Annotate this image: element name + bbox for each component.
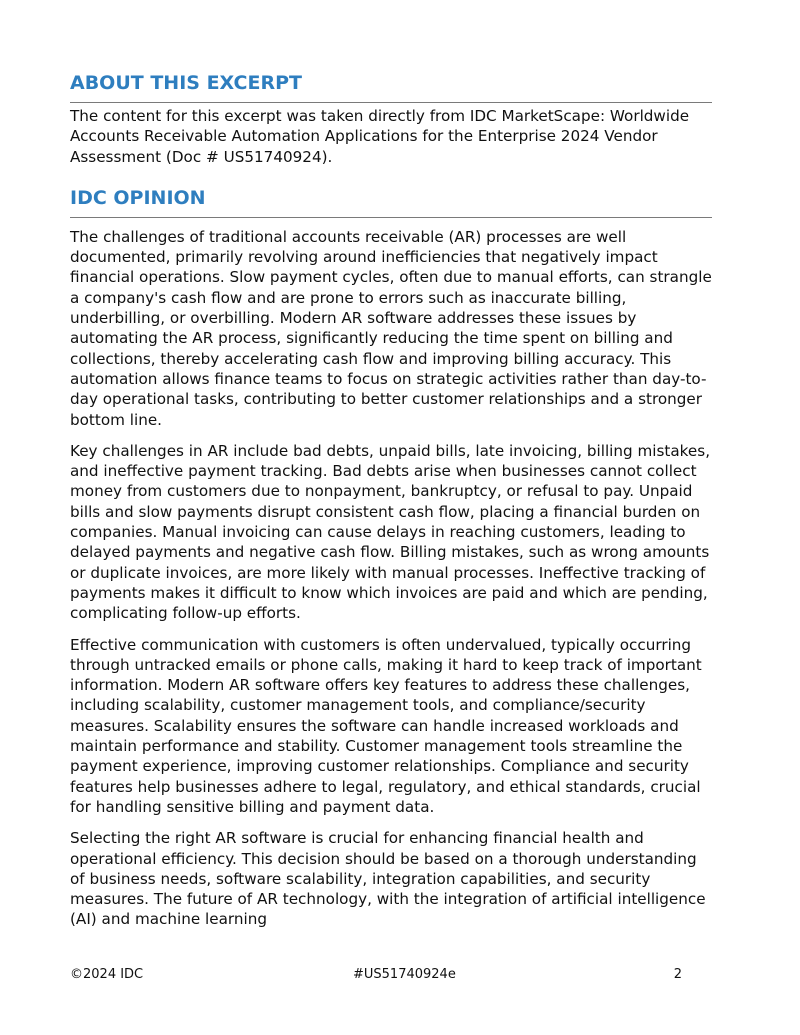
section-idc-opinion	[70, 185, 712, 930]
footer-page-number: 2	[673, 967, 682, 982]
section-about-excerpt	[70, 70, 712, 167]
footer-doc-number: #US51740924e	[353, 967, 456, 982]
paragraph: Key challenges in AR include bad debts, unpaid bills, late invoicing, billing mistakes, and ineffective payment tracking. Bad debts arise when businesses cannot collect money from customers due to nonpayment, bankruptcy, or refusal to pay. Unpaid bills and slow payments disrupt consistent cash flow, placing a financial burden on companies. Manual invoicing can cause delays in reaching customers, leading to delayed payments and negative cash flow. Billing mistakes, such as wrong amounts or duplicate invoices, are more likely with manual processes. Ineffective tracking of payments makes it difficult to know which invoices are paid and which are pending, complicating follow-up efforts.	[70, 441, 711, 623]
paragraph: The challenges of traditional accounts receivable (AR) processes are well documented, primarily revolving around inefficiencies that negatively impact financial operations. Slow payment cycles, often due to manual efforts, can strangle a company's cash flow and are prone to errors such as inaccurate billing, underbilling, or overbilling. Modern AR software addresses these issues by automating the AR process, significantly reducing the time spent on billing and collections, thereby accelerating cash flow and improving billing accuracy. This automation allows finance teams to focus on strategic activities rather than day-to-day operational tasks, contributing to better customer relationships and a stronger bottom line.	[70, 227, 712, 429]
paragraph: Selecting the right AR software is crucial for enhancing financial health and operational efficiency. This decision should be based on a thorough understanding of business needs, software scalability, integration capabilities, and security measures. The future of AR technology, with the integration of artificial intelligence (AI) and machine learning	[70, 829, 706, 929]
paragraph: The content for this excerpt was taken directly from IDC MarketScape: Worldwide Accounts Receivable Automation Applications for the Enterprise 2024 Vendor Assessment (Doc # US51740924).	[70, 107, 690, 166]
section-heading-idc-opinion: IDC OPINION	[70, 185, 712, 218]
document-page	[70, 70, 712, 948]
section-body-about-excerpt	[70, 106, 712, 167]
paragraph: Effective communication with customers is often undervalued, typically occurring through untracked emails or phone calls, making it hard to keep track of important information. Modern AR software offers key features to address these challenges, including scalability, customer management tools, and compliance/security measures. Scalability ensures the software can handle increased workloads and maintain performance and stability. Customer management tools streamline the payment experience, improving customer relationships. Compliance and security features help businesses adhere to legal, regulatory, and ethical standards, crucial for handling sensitive billing and payment data.	[70, 635, 702, 816]
section-body-idc-opinion	[70, 227, 712, 930]
section-heading-about-excerpt: ABOUT THIS EXCERPT	[70, 70, 712, 103]
footer-copyright: ©2024 IDC	[70, 967, 144, 982]
